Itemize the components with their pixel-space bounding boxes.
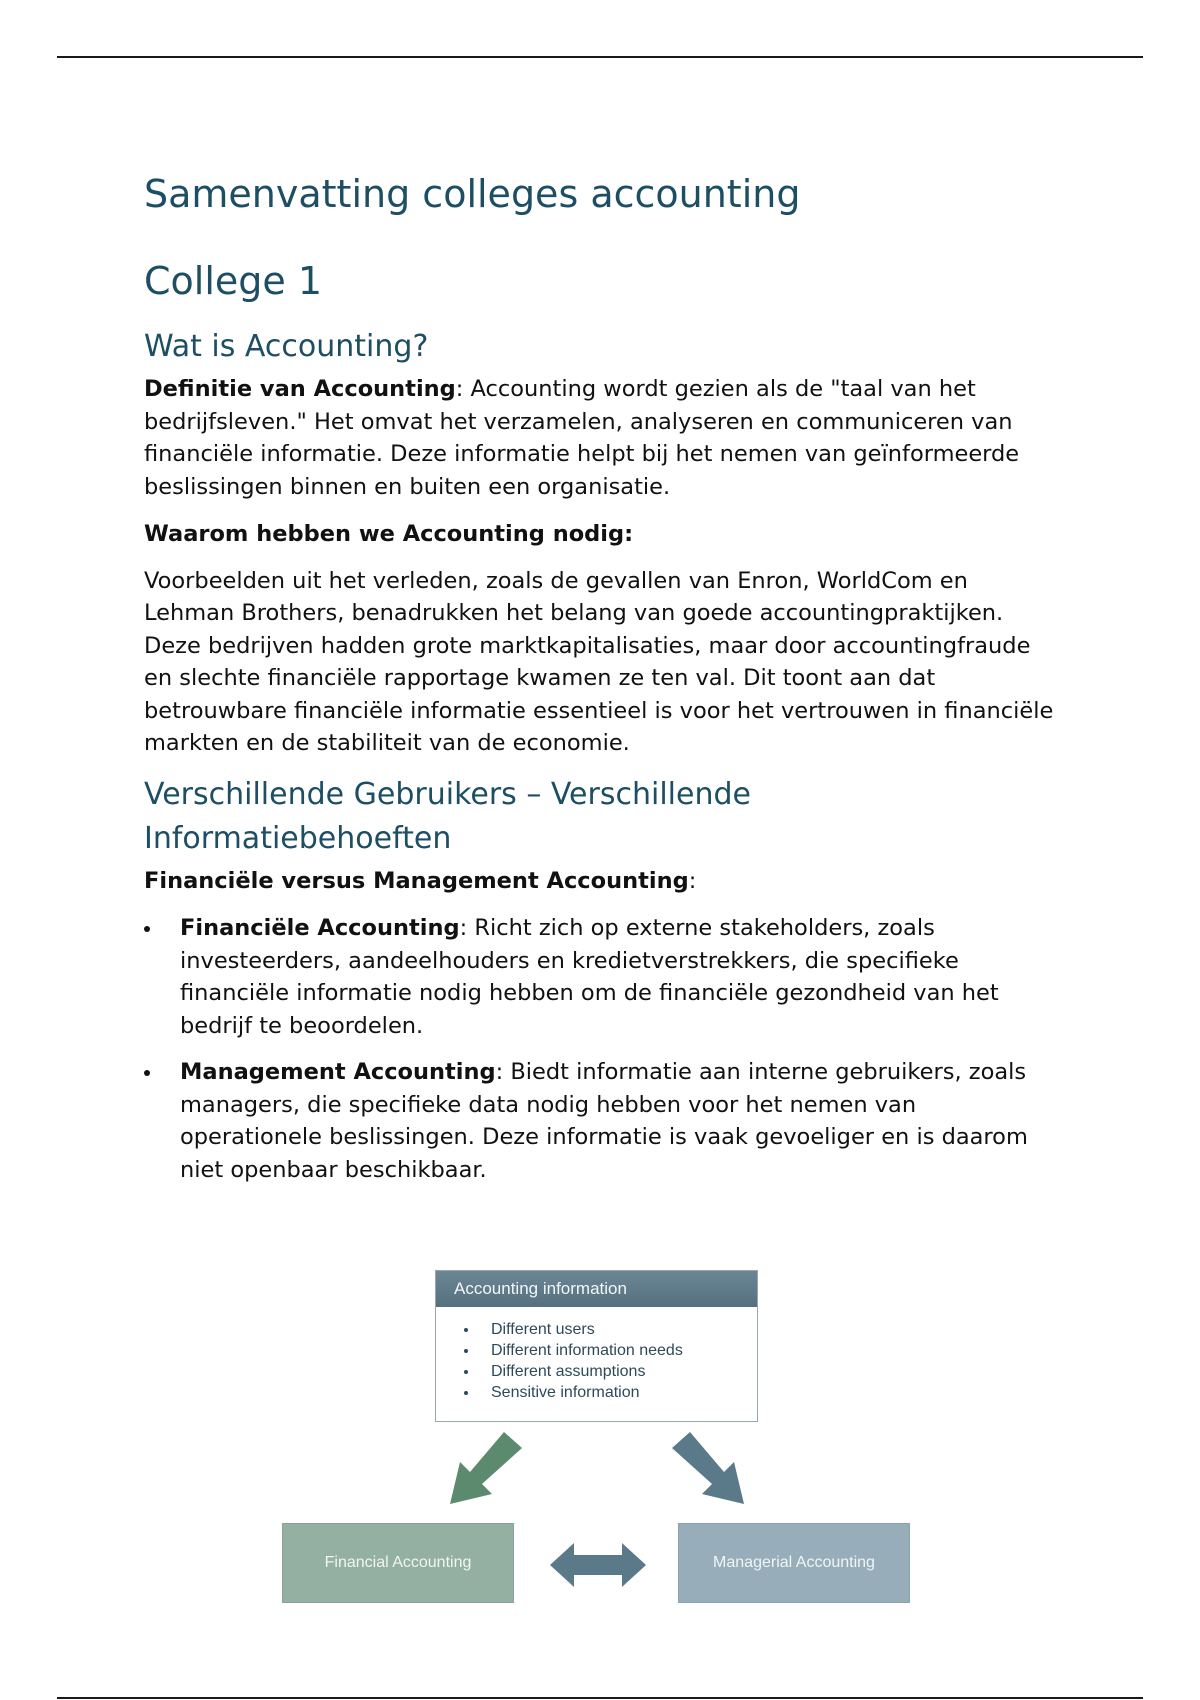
double-arrow-icon (550, 1541, 646, 1589)
accounting-information-list (436, 1307, 757, 1403)
section-heading-gebruikers: Verschillende Gebruikers – Verschillende Informatiebehoeften (144, 776, 751, 856)
bullet-text: : Richt zich op externe stakeholders, zoals investeerders, aandeelhouders en kredietverstrekkers, die specifieke financiële informatie nodig hebben om de financiële gezondheid van het bedrijf te beoordelen. (180, 915, 999, 1039)
accounting-information-header: Accounting information (436, 1271, 757, 1307)
bullet-icon (464, 1391, 468, 1395)
list-item (462, 1340, 757, 1361)
why-heading: Waarom hebben we Accounting nodig: (144, 521, 634, 548)
list-item (462, 1319, 757, 1340)
header-rule (57, 56, 1143, 58)
accounting-information-box (435, 1270, 758, 1422)
financial-accounting-box: Financial Accounting (282, 1523, 514, 1603)
list-item (144, 912, 1054, 1042)
accounting-types-list (144, 912, 1054, 1186)
bullet-icon (144, 1070, 150, 1076)
managerial-accounting-box: Managerial Accounting (678, 1523, 910, 1603)
definition-text: : Accounting wordt gezien als de "taal van het bedrijfsleven." Het omvat het verzamelen, analyseren en communiceren van financiële informatie. Deze informatie helpt bij het nemen van geïnformeerde beslissingen binnen en buiten een organisatie. (144, 376, 1020, 500)
bullet-icon (464, 1370, 468, 1374)
list-item-label: Sensitive information (491, 1384, 640, 1401)
section-heading-wat-is-accounting: Wat is Accounting? (144, 329, 429, 365)
bullet-term: Management Accounting (180, 1059, 496, 1086)
bullet-term: Financiële Accounting (180, 915, 460, 942)
bullet-icon (464, 1349, 468, 1353)
list-item (462, 1361, 757, 1382)
blue-arrow-down-right-icon (670, 1430, 746, 1506)
college-heading: College 1 (144, 258, 323, 303)
definition-paragraph (144, 373, 1054, 503)
bullet-text: : Biedt informatie aan interne gebruikers, zoals managers, die specifieke data nodig hebben voor het nemen van operationele beslissingen. Deze informatie is vaak gevoeliger en is daarom niet openbaar beschikbaar. (180, 1059, 1028, 1183)
why-paragraph: Voorbeelden uit het verleden, zoals de gevallen van Enron, WorldCom en Lehman Brothers, benadrukken het belang van goede accountingpraktijken. Deze bedrijven hadden grote marktkapitalisaties, maar door accountingfraude en slechte financiële rapportage kwamen ze ten val. Dit toont aan dat betrouwbare financiële informatie essentieel is voor het vertrouwen in financiële markten en de stabiliteit van de economie. (144, 567, 1054, 757)
comparison-colon: : (688, 867, 697, 894)
accounting-information-diagram (280, 1268, 912, 1608)
document-title: Samenvatting colleges accounting (144, 172, 801, 216)
comparison-heading (144, 865, 1054, 898)
comparison-term: Financiële versus Management Accounting (144, 867, 689, 894)
document-body (144, 172, 1054, 1186)
green-arrow-down-left-icon (448, 1430, 524, 1506)
bullet-icon (464, 1328, 468, 1332)
footer-rule (57, 1697, 1143, 1699)
list-item-label: Different assumptions (491, 1363, 646, 1380)
list-item (462, 1382, 757, 1403)
list-item (144, 1056, 1054, 1186)
bullet-icon (144, 926, 150, 932)
list-item-label: Different users (491, 1321, 595, 1338)
definition-term: Definitie van Accounting (144, 376, 456, 403)
list-item-label: Different information needs (491, 1342, 683, 1359)
